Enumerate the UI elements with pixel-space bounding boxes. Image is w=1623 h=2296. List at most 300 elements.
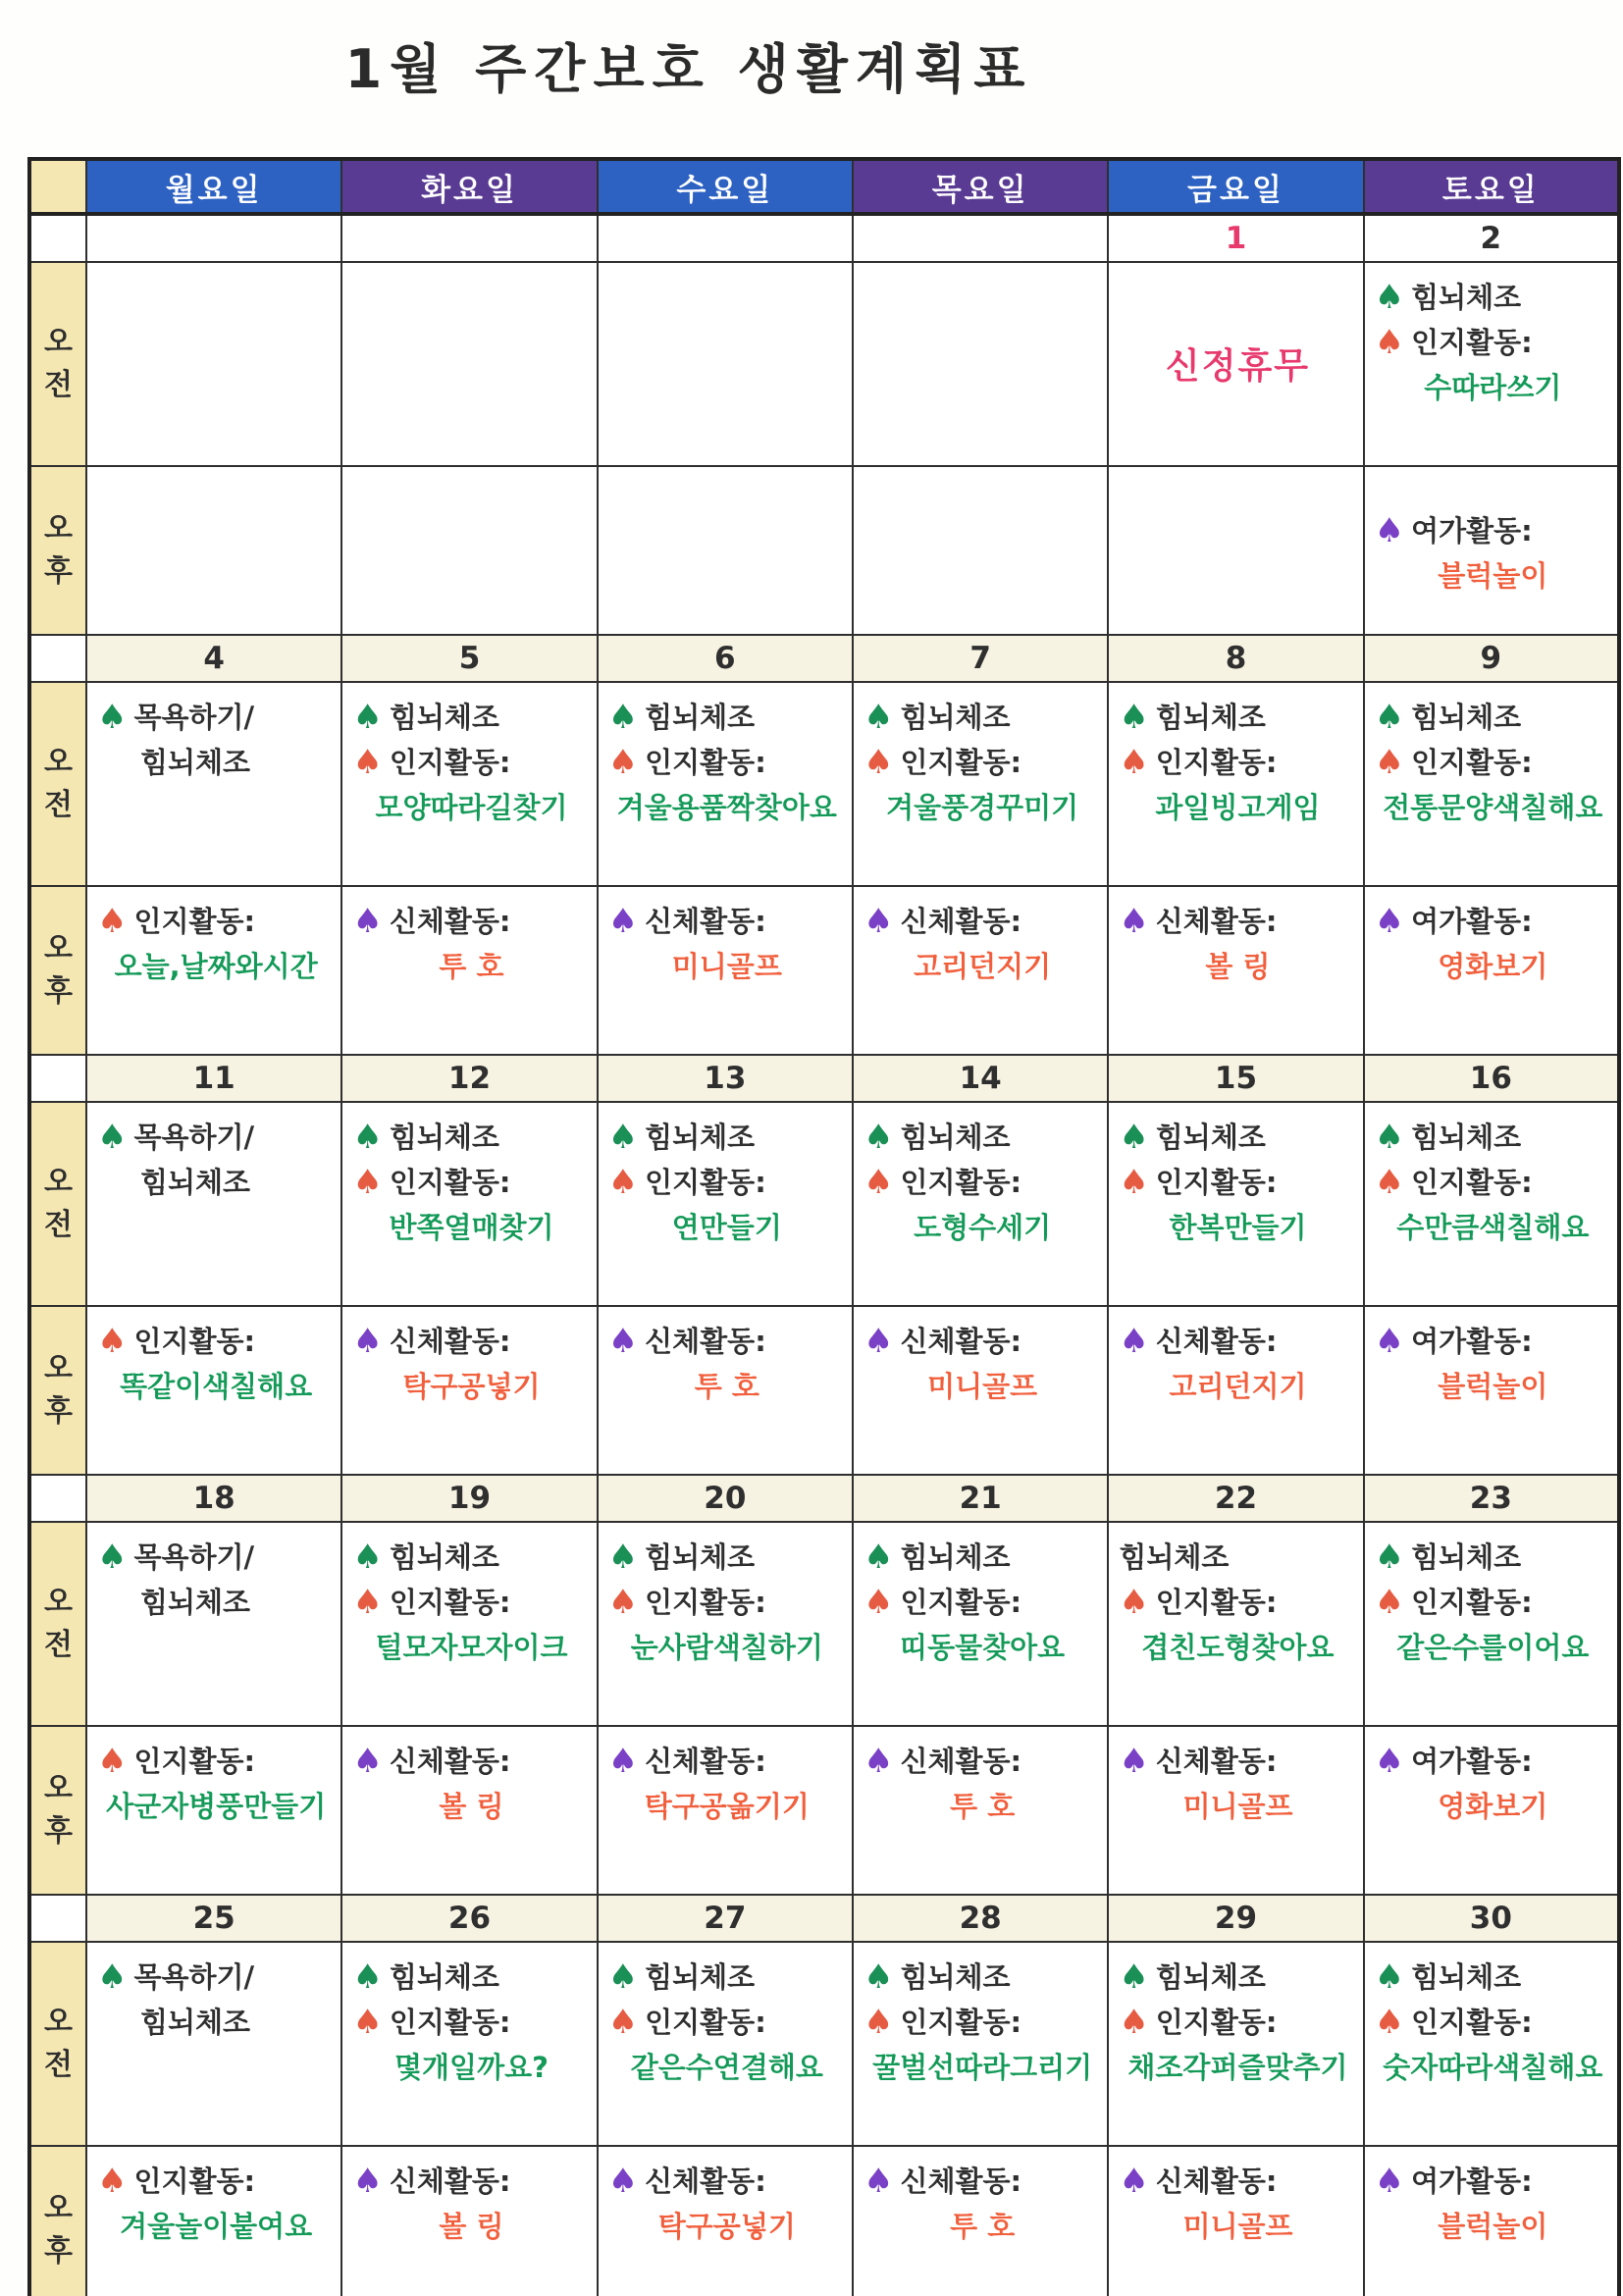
schedule-cell [853,682,1108,886]
activity-text: 힘뇌체조 [1411,1540,1522,1574]
schedule-cell [853,1306,1108,1475]
activity-text: 힘뇌체조 [1155,701,1266,734]
date-cell: 20 [598,1475,853,1522]
activity-name [352,1784,590,1829]
activity-text: 볼 링 [1205,950,1271,983]
afternoon-row [29,1726,1619,1895]
spade-icon: ♠ [352,1742,383,1781]
spade-icon: ♠ [607,743,639,782]
activity-label [1119,1739,1356,1784]
date-row [29,1475,1619,1522]
activity-text: 인지활동: [1155,1586,1278,1619]
activity-text: 힘뇌체조 [389,1121,499,1154]
schedule-cell [1108,1726,1363,1895]
activity-name [608,2204,846,2249]
schedule-cell [1108,682,1363,886]
activity-name [1375,1364,1611,1409]
activity-label [864,1160,1101,1205]
activity-text: 목욕하기/ [133,701,255,734]
activity-label [352,1739,590,1784]
spade-icon: ♠ [1374,278,1405,317]
spade-icon: ♠ [352,1538,383,1577]
activity-label [608,1535,846,1580]
activity-text: 신체활동: [1155,1325,1278,1358]
date-row [29,1055,1619,1102]
schedule-cell [598,466,853,635]
spade-icon: ♠ [607,1742,639,1781]
activity-name [608,1784,846,1829]
activity-name [864,1364,1101,1409]
activity-text: 블럭놀이 [1438,1370,1548,1403]
activity-label [97,899,335,944]
spade-icon: ♠ [863,1163,894,1202]
time-label-char: 오 [44,1585,73,1619]
schedule-cell [598,886,853,1055]
activity-text: 신체활동: [900,1325,1022,1358]
schedule-cell [341,1726,597,1895]
schedule-cell [341,262,597,466]
activity-text: 인지활동: [133,905,256,938]
time-label-morning [29,1942,86,2146]
activity-text: 똑같이색칠해요 [120,1370,313,1403]
activity-text: 블럭놀이 [1438,2210,1548,2243]
activity-label [1119,1160,1356,1205]
schedule-cell [341,466,597,635]
activity-text: 도형수세기 [914,1211,1052,1244]
activity-name [1119,1205,1356,1250]
date-row-side-cell [29,1895,86,1942]
activity-text: 여가활동: [1411,2165,1533,2198]
schedule-cell [1364,1726,1619,1895]
morning-row [29,262,1619,466]
activity-text: 힘뇌체조 [389,1540,499,1574]
spade-icon: ♠ [1119,2162,1149,2201]
time-label-char: 오 [44,745,73,779]
schedule-cell [341,682,597,886]
activity-text: 신체활동: [900,1745,1022,1778]
activity-label [864,2000,1101,2045]
activity-name [1119,944,1356,989]
afternoon-row [29,2146,1619,2296]
activity-text: 신체활동: [389,1745,511,1778]
activity-name [1375,1205,1611,1250]
activity-text: 고리던지기 [1169,1370,1307,1403]
activity-name [1375,785,1611,830]
schedule-cell [86,1942,341,2146]
activity-label [864,1319,1101,1364]
activity-text: 인지활동: [900,746,1022,779]
activity-label [1375,1319,1611,1364]
activity-text: 목욕하기/ [133,1960,255,1994]
schedule-cell [86,1726,341,1895]
activity-text: 인지활동: [645,1586,766,1619]
schedule-cell [86,466,341,635]
spade-icon: ♠ [863,698,894,737]
spade-icon: ♠ [1119,743,1149,782]
activity-text: 힘뇌체조 [140,1586,251,1619]
schedule-cell [1364,1102,1619,1306]
date-cell: 13 [598,1055,853,1102]
spade-icon: ♠ [1119,1163,1149,1202]
activity-name [864,1784,1101,1829]
activity-name [352,1205,590,1250]
schedule-cell [341,1522,597,1726]
spade-icon: ♠ [352,1957,383,1997]
schedule-cell [86,1522,341,1726]
activity-label [864,1580,1101,1625]
activity-text: 같은수연결해요 [630,2051,823,2084]
activity-name [1119,2045,1356,2090]
activity-label [97,1739,335,1784]
spade-icon: ♠ [1374,511,1405,550]
activity-label [97,695,335,740]
spade-icon: ♠ [1374,1538,1405,1577]
schedule-cell [1108,886,1363,1055]
schedule-cell [341,1102,597,1306]
activity-text: 신체활동: [645,1325,766,1358]
spade-icon: ♠ [1374,2162,1405,2201]
time-label-afternoon [29,2146,86,2296]
activity-text: 신체활동: [1155,2165,1278,2198]
activity-text: 볼 링 [439,1790,504,1823]
spade-icon: ♠ [863,2162,894,2201]
afternoon-row [29,466,1619,635]
date-row [29,214,1619,262]
schedule-cell [86,886,341,1055]
date-cell [598,214,853,262]
spade-icon: ♠ [607,1957,639,1997]
date-cell: 1 [1108,214,1363,262]
activity-text: 신체활동: [645,905,766,938]
time-label-char: 후 [44,974,73,1009]
activity-text: 신체활동: [645,2165,766,2198]
activity-label [352,1580,590,1625]
activity-label [1119,740,1356,785]
date-cell: 30 [1364,1895,1619,1942]
activity-label [1375,320,1611,365]
activity-label [1119,899,1356,944]
spade-icon: ♠ [1119,902,1149,941]
spade-icon: ♠ [607,1118,639,1157]
activity-text: 겨울용품짝찾아요 [616,791,837,824]
spade-icon: ♠ [1119,1583,1149,1622]
activity-name [608,785,846,830]
date-cell: 27 [598,1895,853,1942]
activity-text: 인지활동: [900,2006,1022,2039]
activity-text: 여가활동: [1411,1745,1533,1778]
activity-text: 볼 링 [439,2210,504,2243]
activity-label [864,1535,1101,1580]
spade-icon: ♠ [352,2162,383,2201]
spade-icon: ♠ [607,698,639,737]
activity-label [1375,740,1611,785]
activity-text: 목욕하기/ [133,1121,255,1154]
date-cell: 2 [1364,214,1619,262]
activity-label [864,695,1101,740]
activity-label [1119,2159,1356,2204]
activity-text: 힘뇌체조 [140,2006,251,2039]
time-label-char: 오 [44,931,73,965]
schedule-cell [598,262,853,466]
activity-text: 오늘,날짜와시간 [114,950,318,983]
activity-text: 인지활동: [1411,1586,1533,1619]
spade-icon: ♠ [1374,323,1405,362]
date-row-side-cell [29,1475,86,1522]
spade-icon: ♠ [863,743,894,782]
activity-text: 사군자병풍만들기 [106,1790,327,1823]
activity-text: 힘뇌체조 [645,701,756,734]
activity-label [352,2159,590,2204]
schedule-cell [1364,262,1619,466]
activity-text: 블럭놀이 [1438,559,1548,593]
spade-icon: ♠ [863,1538,894,1577]
activity-label [352,1160,590,1205]
schedule-cell [598,1306,853,1475]
activity-text: 탁구공옮기기 [644,1790,810,1823]
activity-label [352,1115,590,1160]
date-cell: 12 [341,1055,597,1102]
activity-text: 숫자따라색칠해요 [1383,2051,1603,2084]
date-cell: 19 [341,1475,597,1522]
schedule-cell [1108,2146,1363,2296]
schedule-cell [1108,262,1363,466]
activity-text: 미니골프 [927,1370,1038,1403]
activity-text: 인지활동: [389,1166,511,1199]
activity-name [1375,1625,1611,1670]
schedule-cell [853,466,1108,635]
activity-text: 힘뇌체조 [900,1121,1011,1154]
activity-name [608,1625,846,1670]
activity-text: 힘뇌체조 [1411,1960,1522,1994]
activity-label [864,1955,1101,2000]
activity-name [352,2204,590,2249]
activity-label [1119,2000,1356,2045]
spade-icon: ♠ [863,1118,894,1157]
activity-label [864,740,1101,785]
schedule-cell [1364,466,1619,635]
activity-text: 인지활동: [645,746,766,779]
activity-text: 목욕하기/ [133,1540,255,1574]
activity-label [864,899,1101,944]
time-label-morning [29,682,86,886]
activity-name [1375,2045,1611,2090]
spade-icon: ♠ [1374,698,1405,737]
activity-text: 투 호 [950,2210,1016,2243]
activity-label [1119,1319,1356,1364]
activity-text: 힘뇌체조 [645,1960,756,1994]
activity-name [352,1625,590,1670]
activity-label [608,1580,846,1625]
time-label-char: 전 [44,1208,73,1242]
spade-icon: ♠ [352,2003,383,2042]
activity-name [864,1625,1101,1670]
day-header: 수요일 [598,159,853,214]
activity-label [140,1160,335,1205]
activity-text: 인지활동: [645,2006,766,2039]
activity-text: 힘뇌체조 [140,746,251,779]
spade-icon: ♠ [352,1163,383,1202]
activity-text: 신체활동: [1155,905,1278,938]
activity-text: 인지활동: [1411,326,1533,359]
time-label-char: 오 [44,1351,73,1385]
schedule-cell [1364,682,1619,886]
schedule-table [27,157,1621,2296]
page-title: 1월 주간보호 생활계획표 [344,38,1033,100]
schedule-cell [1364,1942,1619,2146]
date-cell: 28 [853,1895,1108,1942]
date-cell: 9 [1364,635,1619,682]
time-label-morning [29,262,86,466]
activity-text: 수따라쓰기 [1424,371,1562,404]
activity-text: 힘뇌체조 [645,1121,756,1154]
date-row-side-cell [29,635,86,682]
spade-icon: ♠ [97,1538,128,1577]
activity-text: 인지활동: [1155,746,1278,779]
activity-label [1375,899,1611,944]
activity-text: 힘뇌체조 [1411,1121,1522,1154]
activity-text: 한복만들기 [1169,1211,1307,1244]
activity-text: 힘뇌체조 [1155,1960,1266,1994]
spade-icon: ♠ [352,902,383,941]
spade-icon: ♠ [607,1583,639,1622]
activity-name [97,944,335,989]
time-label-morning [29,1522,86,1726]
schedule-cell [341,2146,597,2296]
spade-icon: ♠ [863,1322,894,1361]
date-cell: 7 [853,635,1108,682]
activity-text: 힘뇌체조 [900,701,1011,734]
day-header: 월요일 [86,159,341,214]
activity-text: 인지활동: [133,1745,256,1778]
time-label-char: 후 [44,554,73,589]
activity-text: 힘뇌체조 [900,1540,1011,1574]
spade-icon: ♠ [97,1742,128,1781]
schedule-cell [598,1942,853,2146]
spade-icon: ♠ [352,1322,383,1361]
date-cell: 23 [1364,1475,1619,1522]
activity-label [352,695,590,740]
time-label-morning [29,1102,86,1306]
time-label-char: 전 [44,2048,73,2082]
activity-text: 인지활동: [1155,2006,1278,2039]
activity-text: 힘뇌체조 [1411,701,1522,734]
time-label-char: 전 [44,368,73,402]
activity-label [352,899,590,944]
activity-text: 과일빙고게임 [1155,791,1321,824]
activity-text: 수만큼색칠해요 [1396,1211,1590,1244]
schedule-cell [1108,1306,1363,1475]
date-cell: 5 [341,635,597,682]
activity-text: 채조각퍼즐맞추기 [1127,2051,1348,2084]
spade-icon: ♠ [607,1322,639,1361]
schedule-cell [853,1522,1108,1726]
schedule-cell [86,2146,341,2296]
activity-label [1375,275,1611,320]
date-cell: 26 [341,1895,597,1942]
activity-name [1375,365,1611,410]
spade-icon: ♠ [1374,1742,1405,1781]
activity-label [1119,1955,1356,2000]
activity-label [140,740,335,785]
activity-name [352,944,590,989]
day-header-row [29,159,1619,214]
spade-icon: ♠ [1119,2003,1149,2042]
schedule-cell [1108,1522,1363,1726]
spade-icon: ♠ [607,1538,639,1577]
activity-text: 힘뇌체조 [1119,1540,1230,1574]
schedule-cell [86,262,341,466]
activity-text: 인지활동: [389,1586,511,1619]
activity-label [608,1739,846,1784]
time-label-char: 오 [44,1165,73,1199]
spade-icon: ♠ [97,1957,128,1997]
activity-label [1375,1739,1611,1784]
spade-icon: ♠ [1374,1118,1405,1157]
date-cell: 11 [86,1055,341,1102]
activity-text: 미니골프 [1182,1790,1293,1823]
spade-icon: ♠ [1374,1583,1405,1622]
date-cell: 15 [1108,1055,1363,1102]
spade-icon: ♠ [1374,743,1405,782]
schedule-cell [1364,1522,1619,1726]
schedule-cell [853,1102,1108,1306]
activity-text: 인지활동: [1411,2006,1533,2039]
spade-icon: ♠ [607,2162,639,2201]
morning-row [29,1942,1619,2146]
activity-label [608,1160,846,1205]
activity-text: 인지활동: [133,1325,256,1358]
activity-text: 겨울놀이붙여요 [120,2210,313,2243]
spade-icon: ♠ [607,902,639,941]
activity-text: 인지활동: [389,746,511,779]
date-cell: 18 [86,1475,341,1522]
time-label-char: 오 [44,2005,73,2039]
date-cell: 16 [1364,1055,1619,1102]
spade-icon: ♠ [863,1742,894,1781]
activity-label [1375,2000,1611,2045]
activity-name [1375,944,1611,989]
activity-text: 인지활동: [1411,1166,1533,1199]
activity-name [97,1364,335,1409]
date-row [29,635,1619,682]
activity-label [1375,1580,1611,1625]
activity-text: 전통문양색칠해요 [1383,791,1603,824]
date-cell: 22 [1108,1475,1363,1522]
date-row [29,1895,1619,1942]
activity-label [352,2000,590,2045]
activity-label [97,1115,335,1160]
date-row-side-cell [29,214,86,262]
activity-label [97,2159,335,2204]
activity-text: 힘뇌체조 [1411,281,1522,314]
activity-text: 인지활동: [900,1586,1022,1619]
activity-label [608,2159,846,2204]
spade-icon: ♠ [1374,1163,1405,1202]
schedule-cell [86,1102,341,1306]
spade-icon: ♠ [97,1118,128,1157]
schedule-cell [598,2146,853,2296]
time-label-char: 오 [44,511,73,546]
activity-label [97,1319,335,1364]
activity-name [352,2045,590,2090]
activity-label [97,1535,335,1580]
activity-text: 탁구공넣기 [657,2210,796,2243]
time-label-char: 후 [44,2234,73,2269]
spade-icon: ♠ [97,2162,128,2201]
activity-text: 연만들기 [671,1211,782,1244]
activity-name [352,785,590,830]
schedule-cell [598,1102,853,1306]
